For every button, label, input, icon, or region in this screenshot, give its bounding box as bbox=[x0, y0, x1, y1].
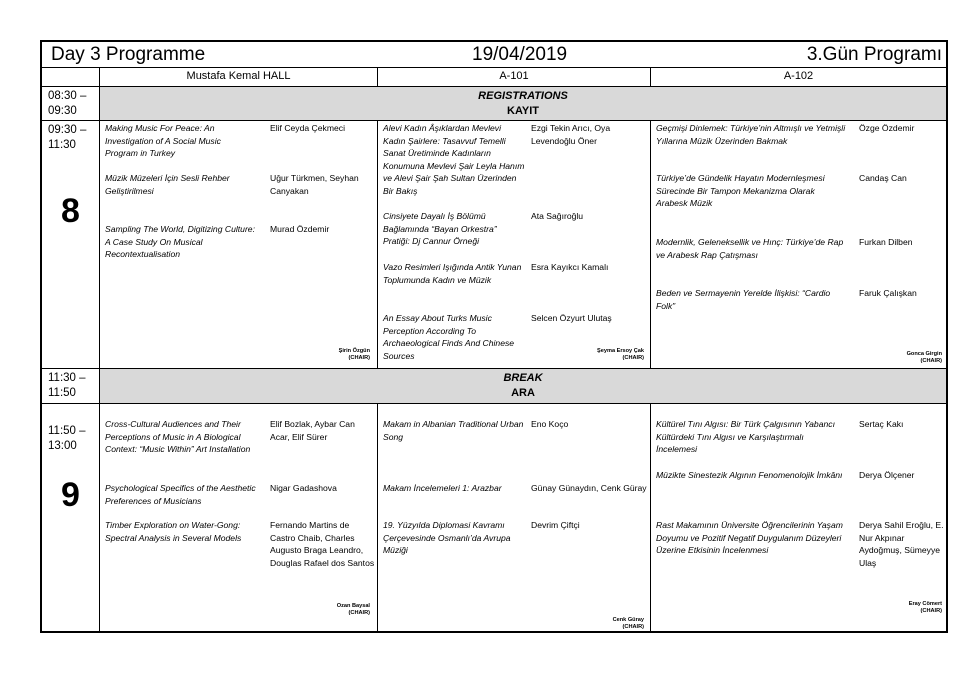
break-time bbox=[48, 371, 86, 400]
s9-a101-paper-2-authors: Günay Günaydın, Cenk Güray bbox=[531, 483, 647, 493]
s8-a102-chair bbox=[907, 351, 942, 365]
break-label-en: BREAK bbox=[503, 372, 543, 384]
s9-a101-chair-label: (CHAIR) bbox=[622, 624, 644, 630]
s8-a101-paper-2-title: Cinsiyete Dayalı İş Bölümü Bağlamında “Bayan Orkestra” Pratiği: Dj Cannur Örneği bbox=[383, 211, 497, 247]
s8-hall-chair-label: (CHAIR) bbox=[348, 355, 370, 361]
s8-hall-paper-2-title: Müzik Müzeleri İçin Sesli Rehber Geliştirilmesi bbox=[105, 173, 230, 196]
divider-break bbox=[42, 403, 946, 404]
session8-time-start: 09:30 – bbox=[48, 124, 87, 136]
s8-a101-paper-1-title: Alevi Kadın Âşıklardan Mevlevi Kadın Şairlere: Tasavvuf Temelli Sanat Üretiminde Kadınların Konumuna Mevlevi Şair Leyla Hanım ve Alevi Şair Şah Sultan Üzerinden Bir Bakış bbox=[383, 123, 525, 196]
s9-a102-paper-3-title: Rast Makamının Üniversite Öğrencilerinin Yaşam Doyumu ve Pozitif Negatif Duygulanım Düzeyleri Üzerine Etkisinin İncelenmesi bbox=[656, 520, 843, 556]
s8-a102-paper-4-authors: Faruk Çalışkan bbox=[859, 288, 917, 298]
s9-hall-chair-label: (CHAIR) bbox=[348, 610, 370, 616]
s9-hall-chair-name: Ozan Baysal bbox=[336, 603, 370, 609]
s9-a101-chair bbox=[613, 617, 644, 631]
s8-a101-paper-3-authors: Esra Kayıkcı Kamalı bbox=[531, 262, 609, 272]
divider-col-a102-s9 bbox=[650, 403, 651, 631]
s9-hall-paper-3-authors: Fernando Martins de Castro Chaib, Charles Augusto Braga Leandro, Douglas Rafael dos Santos bbox=[270, 520, 375, 568]
s8-hall-paper-1-authors: Elif Ceyda Çekmeci bbox=[270, 123, 345, 133]
session9-time-start: 11:50 – bbox=[48, 425, 86, 437]
break-label bbox=[100, 371, 946, 401]
room-a101: A-101 bbox=[499, 70, 529, 82]
s9-hall-paper-3-title: Timber Exploration on Water-Gong: Spectral Analysis in Several Models bbox=[105, 520, 242, 543]
break-time-end: 11:50 bbox=[48, 386, 76, 399]
s8-a102-chair-name: Gonca Girgin bbox=[906, 351, 942, 357]
session9-time-end: 13:00 bbox=[48, 439, 77, 452]
registration-label-tr: KAYIT bbox=[507, 105, 539, 117]
s9-a101-paper-2-title: Makam İncelemeleri 1: Arazbar bbox=[383, 483, 502, 493]
session8-number: 8 bbox=[61, 192, 80, 230]
divider-session8 bbox=[42, 368, 946, 369]
s8-a101-paper-3-title: Vazo Resimleri Işığında Antik Yunan Toplumunda Kadın ve Müzik bbox=[383, 262, 522, 285]
s8-a102-paper-1-title: Geçmişi Dinlemek: Türkiye’nin Altmışlı ve Yetmişli Yıllarına Müzik Üzerinden Bakmak bbox=[656, 123, 846, 146]
divider-rooms bbox=[42, 86, 946, 87]
s8-a101-chair-label: (CHAIR) bbox=[622, 355, 644, 361]
session8-time-end: 11:30 bbox=[48, 138, 76, 151]
s9-hall-paper-2-authors: Nigar Gadashova bbox=[270, 483, 337, 493]
s9-a101-paper-3-authors: Devrim Çiftçi bbox=[531, 520, 580, 530]
session9-time bbox=[48, 424, 86, 453]
session9-number: 9 bbox=[61, 476, 80, 514]
s8-a102-paper-3-title: Modernlik, Geleneksellik ve Hınç: Türkiye’de Rap ve Arabesk Rap Çatışması bbox=[656, 237, 844, 260]
registration-time-end: 09:30 bbox=[48, 104, 77, 117]
registration-label bbox=[100, 89, 946, 119]
s9-a101-paper-1-authors: Eno Koço bbox=[531, 419, 569, 429]
s8-a101-chair bbox=[597, 348, 644, 362]
programme-table bbox=[40, 40, 948, 633]
s9-a102-chair-name: Eray Cömert bbox=[908, 601, 942, 607]
s8-a102-paper-1-authors: Özge Özdemir bbox=[859, 123, 915, 133]
s8-hall-paper-2-authors: Uğur Türkmen, Seyhan Canyakan bbox=[270, 173, 359, 196]
divider-time-col bbox=[99, 67, 100, 631]
divider-col-a102-s8 bbox=[650, 120, 651, 368]
s9-a101-chair-name: Cenk Güray bbox=[612, 617, 644, 623]
s9-a102-chair-label: (CHAIR) bbox=[920, 608, 942, 614]
s9-a102-paper-2-title: Müzikte Sinestezik Algının Fenomenolojik İmkânı bbox=[656, 470, 843, 480]
s9-hall-paper-1-authors: Elif Bozlak, Aybar Can Acar, Elif Sürer bbox=[270, 419, 355, 442]
s8-hall-paper-1-title: Making Music For Peace: An Investigation of A Social Music Program in Turkey bbox=[105, 123, 221, 159]
s8-a102-paper-4-title: Beden ve Sermayenin Yerelde İlişkisi: “Cardio Folk” bbox=[656, 288, 831, 311]
s8-a102-paper-2-authors: Candaş Can bbox=[859, 173, 907, 183]
s8-a101-paper-2-authors: Ata Sağıroğlu bbox=[531, 211, 584, 221]
header-left: Day 3 Programme bbox=[51, 44, 206, 65]
s8-a101-paper-4-authors: Selcen Özyurt Ulutaş bbox=[531, 313, 612, 323]
registration-time-start: 08:30 – bbox=[48, 90, 87, 102]
s8-a101-paper-4-title: An Essay About Turks Music Perception According To Archaeological Finds And Chinese Sources bbox=[383, 313, 515, 361]
s9-a102-paper-2-authors: Derya Ölçener bbox=[859, 470, 915, 480]
s8-hall-paper-3-title: Sampling The World, Digitizing Culture: A Case Study On Musical Recontextualisation bbox=[105, 224, 255, 260]
session8-time bbox=[48, 123, 86, 152]
divider-registration bbox=[42, 120, 946, 121]
s8-hall-chair bbox=[339, 348, 370, 362]
s9-a102-paper-3-authors: Derya Sahil Eroğlu, E. Nur Akpınar Aydoğmuş, Sümeyye Ulaş bbox=[859, 520, 944, 568]
header-date: 19/04/2019 bbox=[472, 44, 568, 65]
s9-hall-chair bbox=[337, 603, 370, 617]
s8-a102-paper-3-authors: Furkan Dilben bbox=[859, 237, 913, 247]
divider-col-a101-s9 bbox=[377, 403, 378, 631]
s8-a101-chair-name: Şeyma Ersoy Çak bbox=[597, 348, 644, 354]
room-a102: A-102 bbox=[783, 70, 814, 82]
divider-col-a101-s8 bbox=[377, 120, 378, 368]
s9-hall-paper-1-title: Cross-Cultural Audiences and Their Perceptions of Music in A Biological Context: “Music Within” Art Installation bbox=[105, 419, 251, 455]
s8-a101-paper-1-authors: Ezgi Tekin Arıcı, Oya Levendoğlu Öner bbox=[531, 123, 611, 146]
s9-hall-paper-2-title: Psychological Specifics of the Aesthetic Preferences of Musicians bbox=[105, 483, 256, 506]
registration-label-en: REGISTRATIONS bbox=[478, 90, 568, 102]
s9-a102-chair bbox=[909, 601, 942, 615]
room-mustafa-kemal-hall: Mustafa Kemal HALL bbox=[186, 70, 291, 82]
divider-header bbox=[42, 67, 946, 68]
s8-hall-paper-3-authors: Murad Özdemir bbox=[270, 224, 330, 234]
s9-a102-paper-1-title: Kültürel Tını Algısı: Bir Türk Çalgısının Yabancı Kültürdeki Tını Algısı ve Karşılaştırmalı İncelemesi bbox=[656, 419, 835, 455]
registration-time bbox=[48, 89, 86, 118]
s8-a102-paper-2-title: Türkiye’de Gündelik Hayatın Modernleşmesi Sürecinde Bir Tampon Mekanizma Olarak Arabesk Müzik bbox=[656, 173, 825, 209]
s9-a102-paper-1-authors: Sertaç Kakı bbox=[859, 419, 904, 429]
s8-hall-chair-name: Şirin Özgün bbox=[338, 348, 370, 354]
s9-a101-paper-1-title: Makam in Albanian Traditional Urban Song bbox=[383, 419, 524, 442]
s8-a102-chair-label: (CHAIR) bbox=[920, 358, 942, 364]
s9-a101-paper-3-title: 19. Yüzyılda Diplomasi Kavramı Çerçevesinde Osmanlı’da Avrupa Müziği bbox=[383, 520, 511, 556]
header-right: 3.Gün Programı bbox=[806, 44, 942, 65]
break-time-start: 11:30 – bbox=[48, 372, 86, 384]
break-label-tr: ARA bbox=[511, 387, 535, 399]
